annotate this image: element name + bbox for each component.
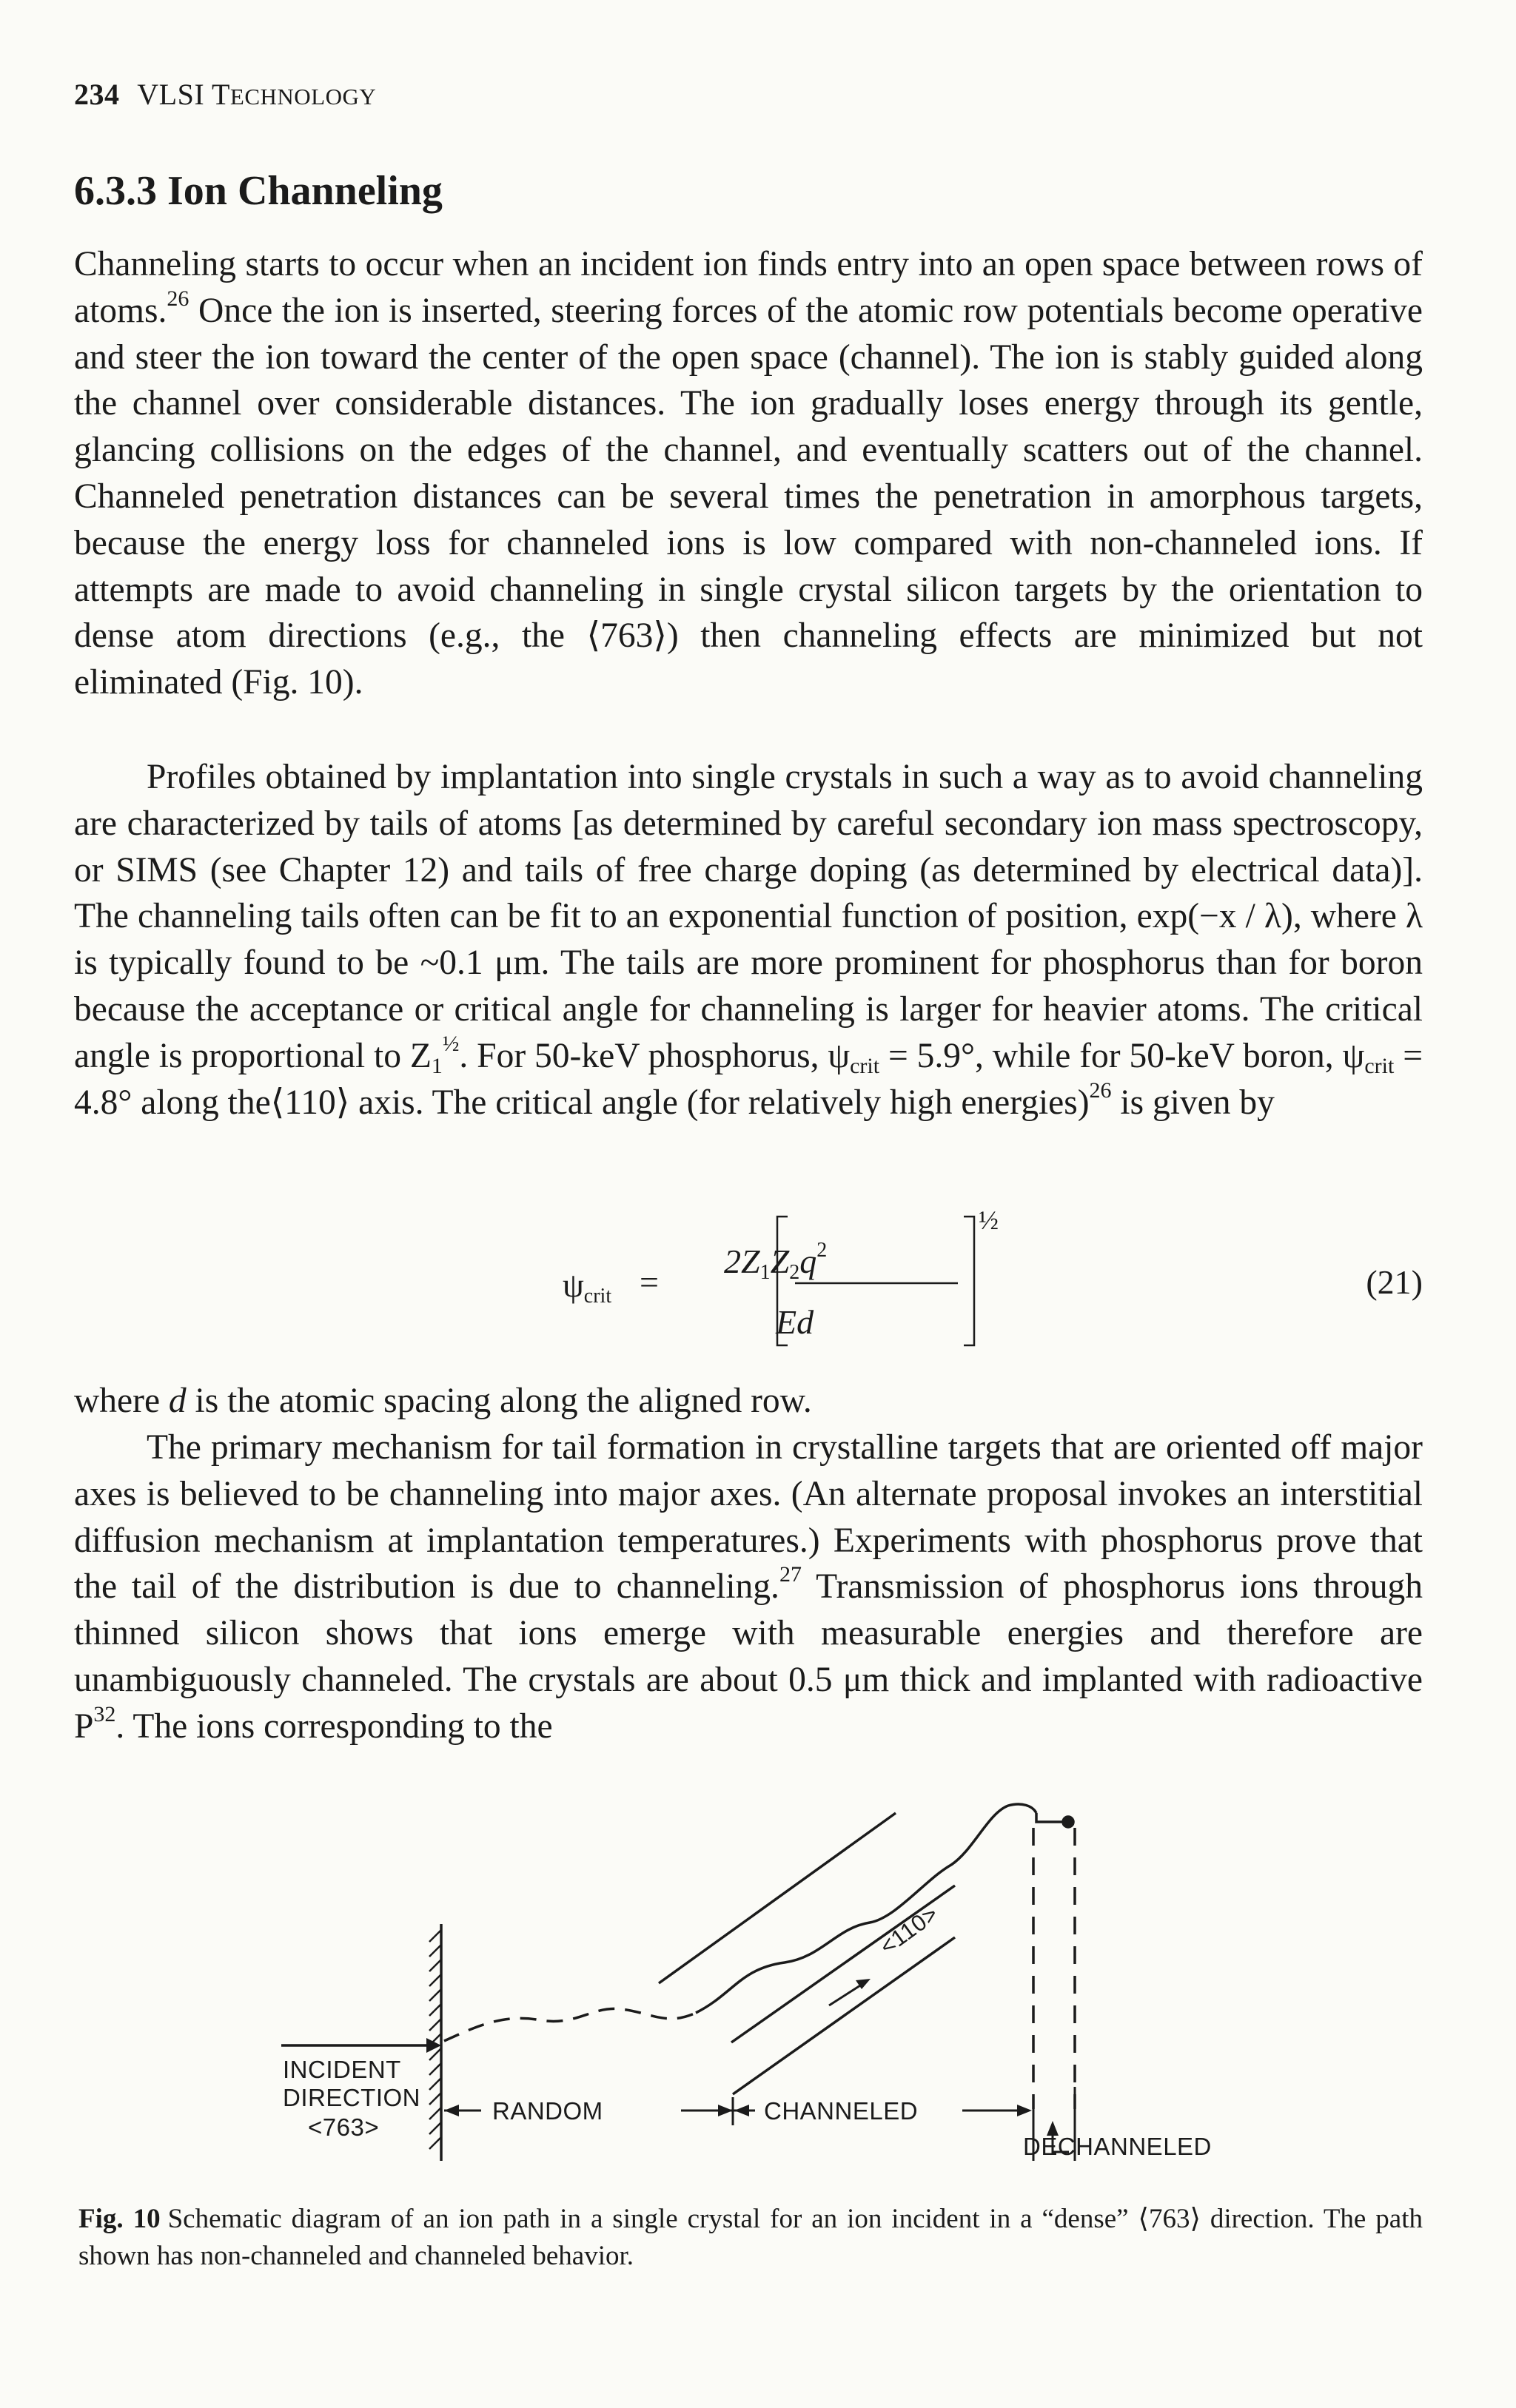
p1-text-b: Once the ion is inserted, steering forces of the atomic row potentials become operative and steer the ion toward the center of the open space (channel). The ion is stably guided along the channel over considerable distances. The ion gradually loses energy through its gentle, glancing collisions on the edges of the channel, and eventually scatters out of the channel. Channeled penetration distances can be several times the penetration in amorphous targets, because the energy loss for channeled ions is low compared with non-channeled ions. If attempts are made to avoid channeling in single crystal silicon targets by the orientation to dense atom directions (e.g., the ⟨763⟩) then channeling effects are minimized but not eliminated (Fig. 10). <box>74 291 1423 702</box>
channeled-arrowhead-right <box>1017 2105 1032 2116</box>
equation-number: (21) <box>1366 1263 1423 1301</box>
equation-exponent: ½ <box>979 1205 999 1235</box>
exit-point <box>1063 1817 1073 1827</box>
p2-text-a: Profiles obtained by implantation into single crystals in such a way as to avoid channeling are characterized by tails of atoms [as determined by careful secondary ion mass spectroscopy, or SIMS (see Chapter 12) and tails of free charge doping (as determined by electrical data)]. The channeling tails often can be fit to an exponential function of position, exp(−x / λ), where λ is typically found to be ~0.1 μm. The tails are more prominent for phosphorus than for boron because the acceptance or critical angle for channeling is larger for heavier atoms. The critical angle is proportional to Z <box>74 758 1423 1075</box>
crit-subscript: crit <box>583 1285 612 1308</box>
channeled-label: CHANNELED <box>764 2097 919 2125</box>
paragraph-3 <box>74 1378 1423 1425</box>
paragraph-2 <box>74 754 1423 1126</box>
equation-denominator: Ed <box>776 1303 814 1341</box>
channel-row-1 <box>659 1813 896 1983</box>
p2-ref-26: 26 <box>1089 1077 1112 1103</box>
p3-text-a: where <box>74 1382 169 1420</box>
num-z: Z <box>770 1242 790 1280</box>
p4-ref-27: 27 <box>779 1562 802 1587</box>
incident-label-line2: DIRECTION <box>283 2084 420 2111</box>
random-arrowhead-right <box>718 2105 733 2116</box>
caption-label: Fig. 10 <box>78 2204 161 2234</box>
paragraph-1 <box>74 241 1423 706</box>
page-number: 234 <box>74 78 120 111</box>
random-path <box>444 2008 696 2041</box>
p1-text-a: Channeling starts to occur when an incident ion finds entry into an open space between rows of atoms. <box>74 245 1423 330</box>
p2-sub-1: 1 <box>431 1053 443 1078</box>
incident-label-line3: <763> <box>308 2113 380 2141</box>
p2-text-c: = 5.9°, while for 50-keV boron, ψ <box>879 1036 1365 1075</box>
p2-sub-crit-1: crit <box>850 1053 880 1078</box>
incident-label-line1: INCIDENT <box>283 2056 401 2083</box>
p2-text-d: = 4.8° along the⟨110⟩ axis. The critical angle (for relatively high energies) <box>74 1036 1423 1122</box>
num-sup-2: 2 <box>816 1239 828 1262</box>
surface-hatching <box>429 1930 441 2149</box>
section-title: 6.3.3 Ion Channeling <box>74 168 443 214</box>
p4-text-a: The primary mechanism for tail formation in crystalline targets that are oriented off major axes is believed to be channeling into major axes. (An alternate proposal invokes an interstitial diffusion mechanism at implantation temperatures.) Experiments with phosphorus prove that the tail of the distribution is due to channeling. <box>74 1428 1423 1607</box>
p2-text-e: is given by <box>1111 1083 1275 1122</box>
p2-sup-half: ½ <box>442 1031 460 1056</box>
p2-text-b: . For 50-keV phosphorus, ψ <box>459 1036 851 1075</box>
psi-symbol: ψ <box>563 1266 584 1304</box>
equals-sign: = <box>640 1263 659 1301</box>
dechanneled-exit <box>1036 1813 1066 1822</box>
random-arrowhead-left <box>444 2105 459 2116</box>
p1-ref-26: 26 <box>167 286 190 311</box>
axis-110-label: <110> <box>875 1900 943 1960</box>
paragraph-4 <box>74 1425 1423 1750</box>
p4-sup-32: 32 <box>93 1701 116 1726</box>
channel-row-3 <box>733 1937 955 2094</box>
channeled-arrowhead-left <box>734 2105 749 2116</box>
p4-text-c: . The ions corresponding to the <box>115 1706 553 1746</box>
num-2z: 2Z <box>724 1242 760 1280</box>
book-title-prefix: VLSI <box>137 78 205 111</box>
num-sub-1: 1 <box>759 1261 771 1284</box>
figure-caption <box>78 2201 1423 2275</box>
running-head <box>74 77 376 112</box>
ion-channeling-diagram <box>74 1791 1423 2176</box>
dechanneled-label: DECHANNELED <box>1023 2133 1212 2160</box>
equation-numerator <box>724 1239 827 1285</box>
book-title-rest: ECHNOLOGY <box>229 84 377 110</box>
caption-text: Schematic diagram of an ion path in a single crystal for an ion incident in a “dense” ⟨763⟩ direction. The path shown has non-channeled and channeled behavior. <box>78 2204 1423 2271</box>
p3-text-b: is the atomic spacing along the aligned row. <box>186 1382 812 1420</box>
book-title-cap: T <box>211 78 230 111</box>
p3-d-var: d <box>168 1382 187 1420</box>
p4-text-b: Transmission of phosphorus ions through thinned silicon shows that ions emerge with measurable energies and therefore are unambiguously channeled. The crystals are about 0.5 μm thick and implanted with radioactive P <box>74 1567 1423 1746</box>
random-label: RANDOM <box>492 2097 603 2125</box>
num-q: q <box>799 1242 817 1280</box>
equation-21 <box>74 1206 1423 1354</box>
p2-sub-crit-2: crit <box>1364 1053 1395 1078</box>
num-sub-2: 2 <box>789 1261 800 1284</box>
